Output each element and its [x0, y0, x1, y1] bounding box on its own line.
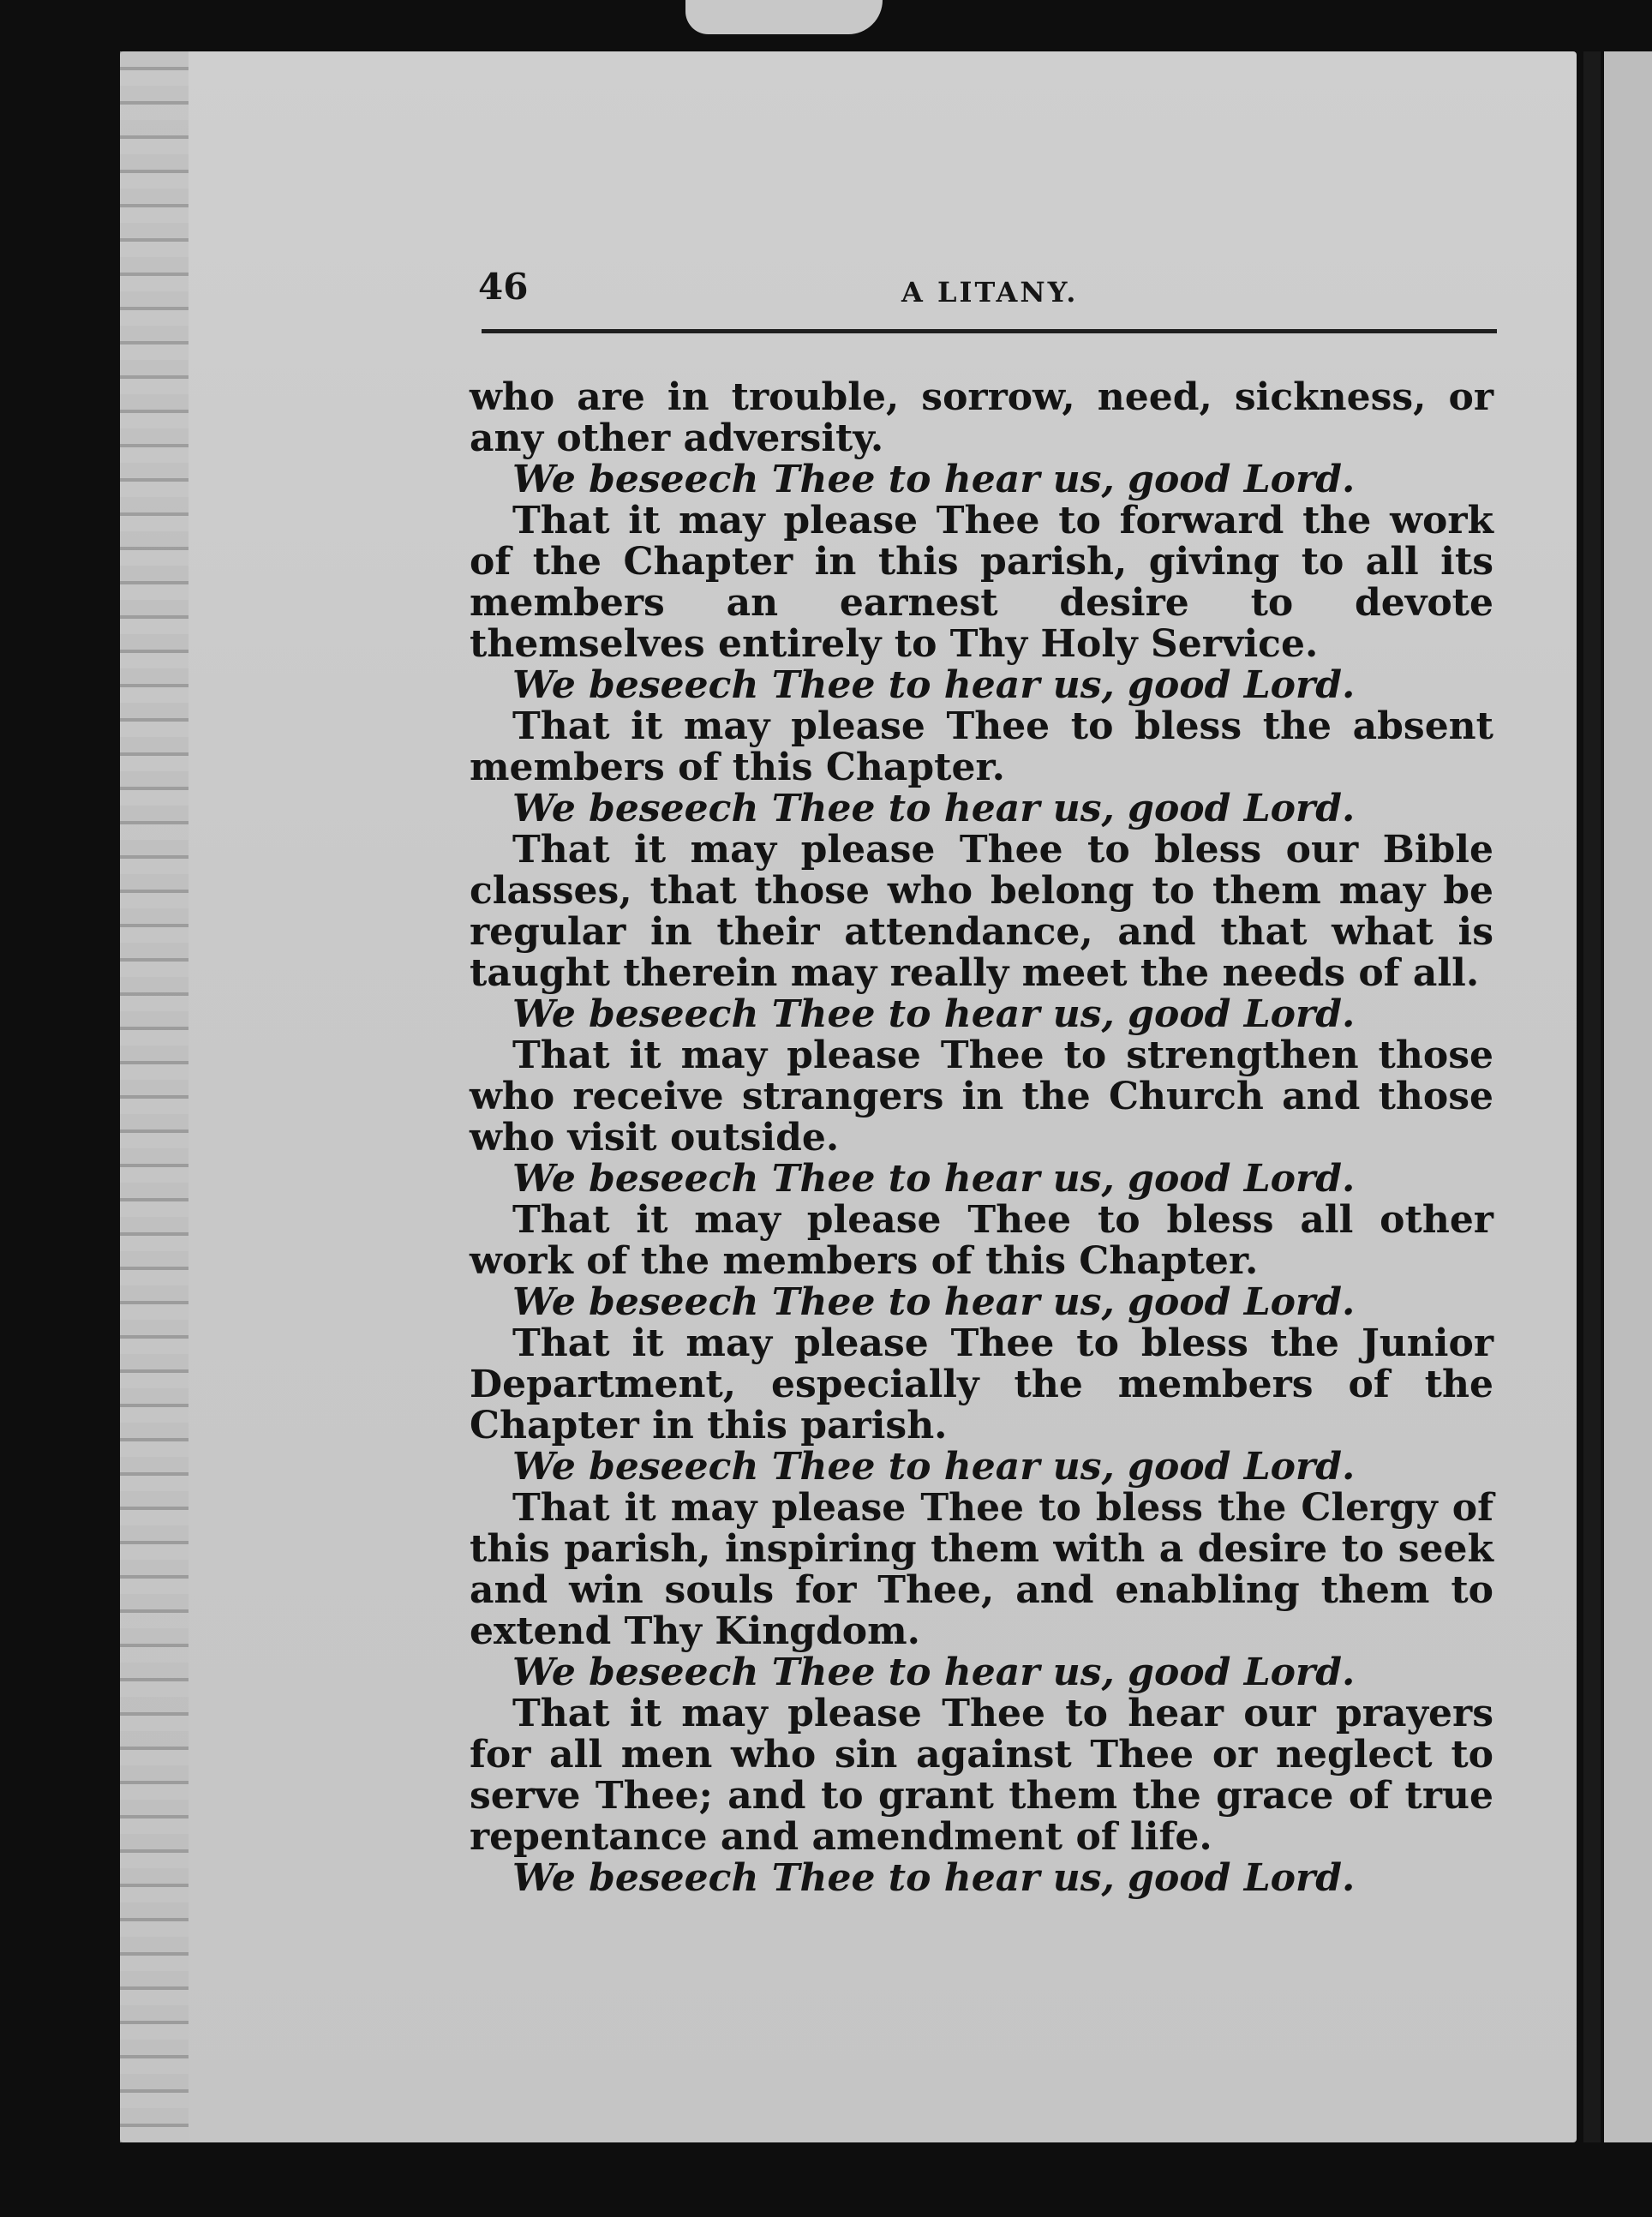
response: We beseech Thee to hear us, good Lord. — [512, 458, 1356, 501]
response: We beseech Thee to hear us, good Lord. — [512, 787, 1356, 830]
petition: That it may please Thee to hear our prayers for all men who sin against Thee or neglect to serve Thee; and to grant them the grace of true repentance and amendment of life. — [470, 1692, 1493, 1859]
next-page-edge — [1604, 51, 1652, 2142]
page-gutter-shadow — [1583, 51, 1601, 2142]
petition: That it may please Thee to forward the work of the Chapter in this parish, giving to all its members an earnest desire to devote themselves entirely to Thy Holy Service. — [470, 499, 1493, 666]
petition: That it may please Thee to bless the Clergy of this parish, inspiring them with a desire to seek and win souls for Thee, and enabling them to extend Thy Kingdom. — [470, 1486, 1493, 1653]
scan-artifact — [685, 0, 883, 34]
header-rule — [482, 329, 1497, 333]
petition: That it may please Thee to strengthen those who receive strangers in the Church and those who visit outside. — [470, 1034, 1493, 1159]
petition: That it may please Thee to bless our Bible classes, that those who belong to them may be regular in their attendance, and that what is taught therein may really meet the needs of all. — [470, 828, 1493, 995]
response: We beseech Thee to hear us, good Lord. — [512, 1280, 1356, 1324]
response: We beseech Thee to hear us, good Lord. — [512, 1651, 1356, 1694]
page-number: 46 — [478, 266, 529, 308]
response: We beseech Thee to hear us, good Lord. — [512, 1445, 1356, 1489]
response: We beseech Thee to hear us, good Lord. — [512, 992, 1356, 1036]
response: We beseech Thee to hear us, good Lord. — [512, 1157, 1356, 1201]
running-head: A LITANY. — [901, 276, 1079, 309]
response: We beseech Thee to hear us, good Lord. — [512, 1856, 1356, 1900]
litany-text — [470, 377, 1493, 1899]
page-header — [478, 259, 1493, 319]
petition: That it may please Thee to bless the absent members of this Chapter. — [470, 704, 1493, 789]
petition: That it may please Thee to bless the Junior Department, especially the members of the Chapter in this parish. — [470, 1321, 1493, 1447]
petition: That it may please Thee to bless all other work of the members of this Chapter. — [470, 1198, 1493, 1283]
facing-page-edge — [120, 51, 189, 2142]
response: We beseech Thee to hear us, good Lord. — [512, 663, 1356, 707]
petition: who are in trouble, sorrow, need, sickness, or any other adversity. — [470, 375, 1493, 460]
